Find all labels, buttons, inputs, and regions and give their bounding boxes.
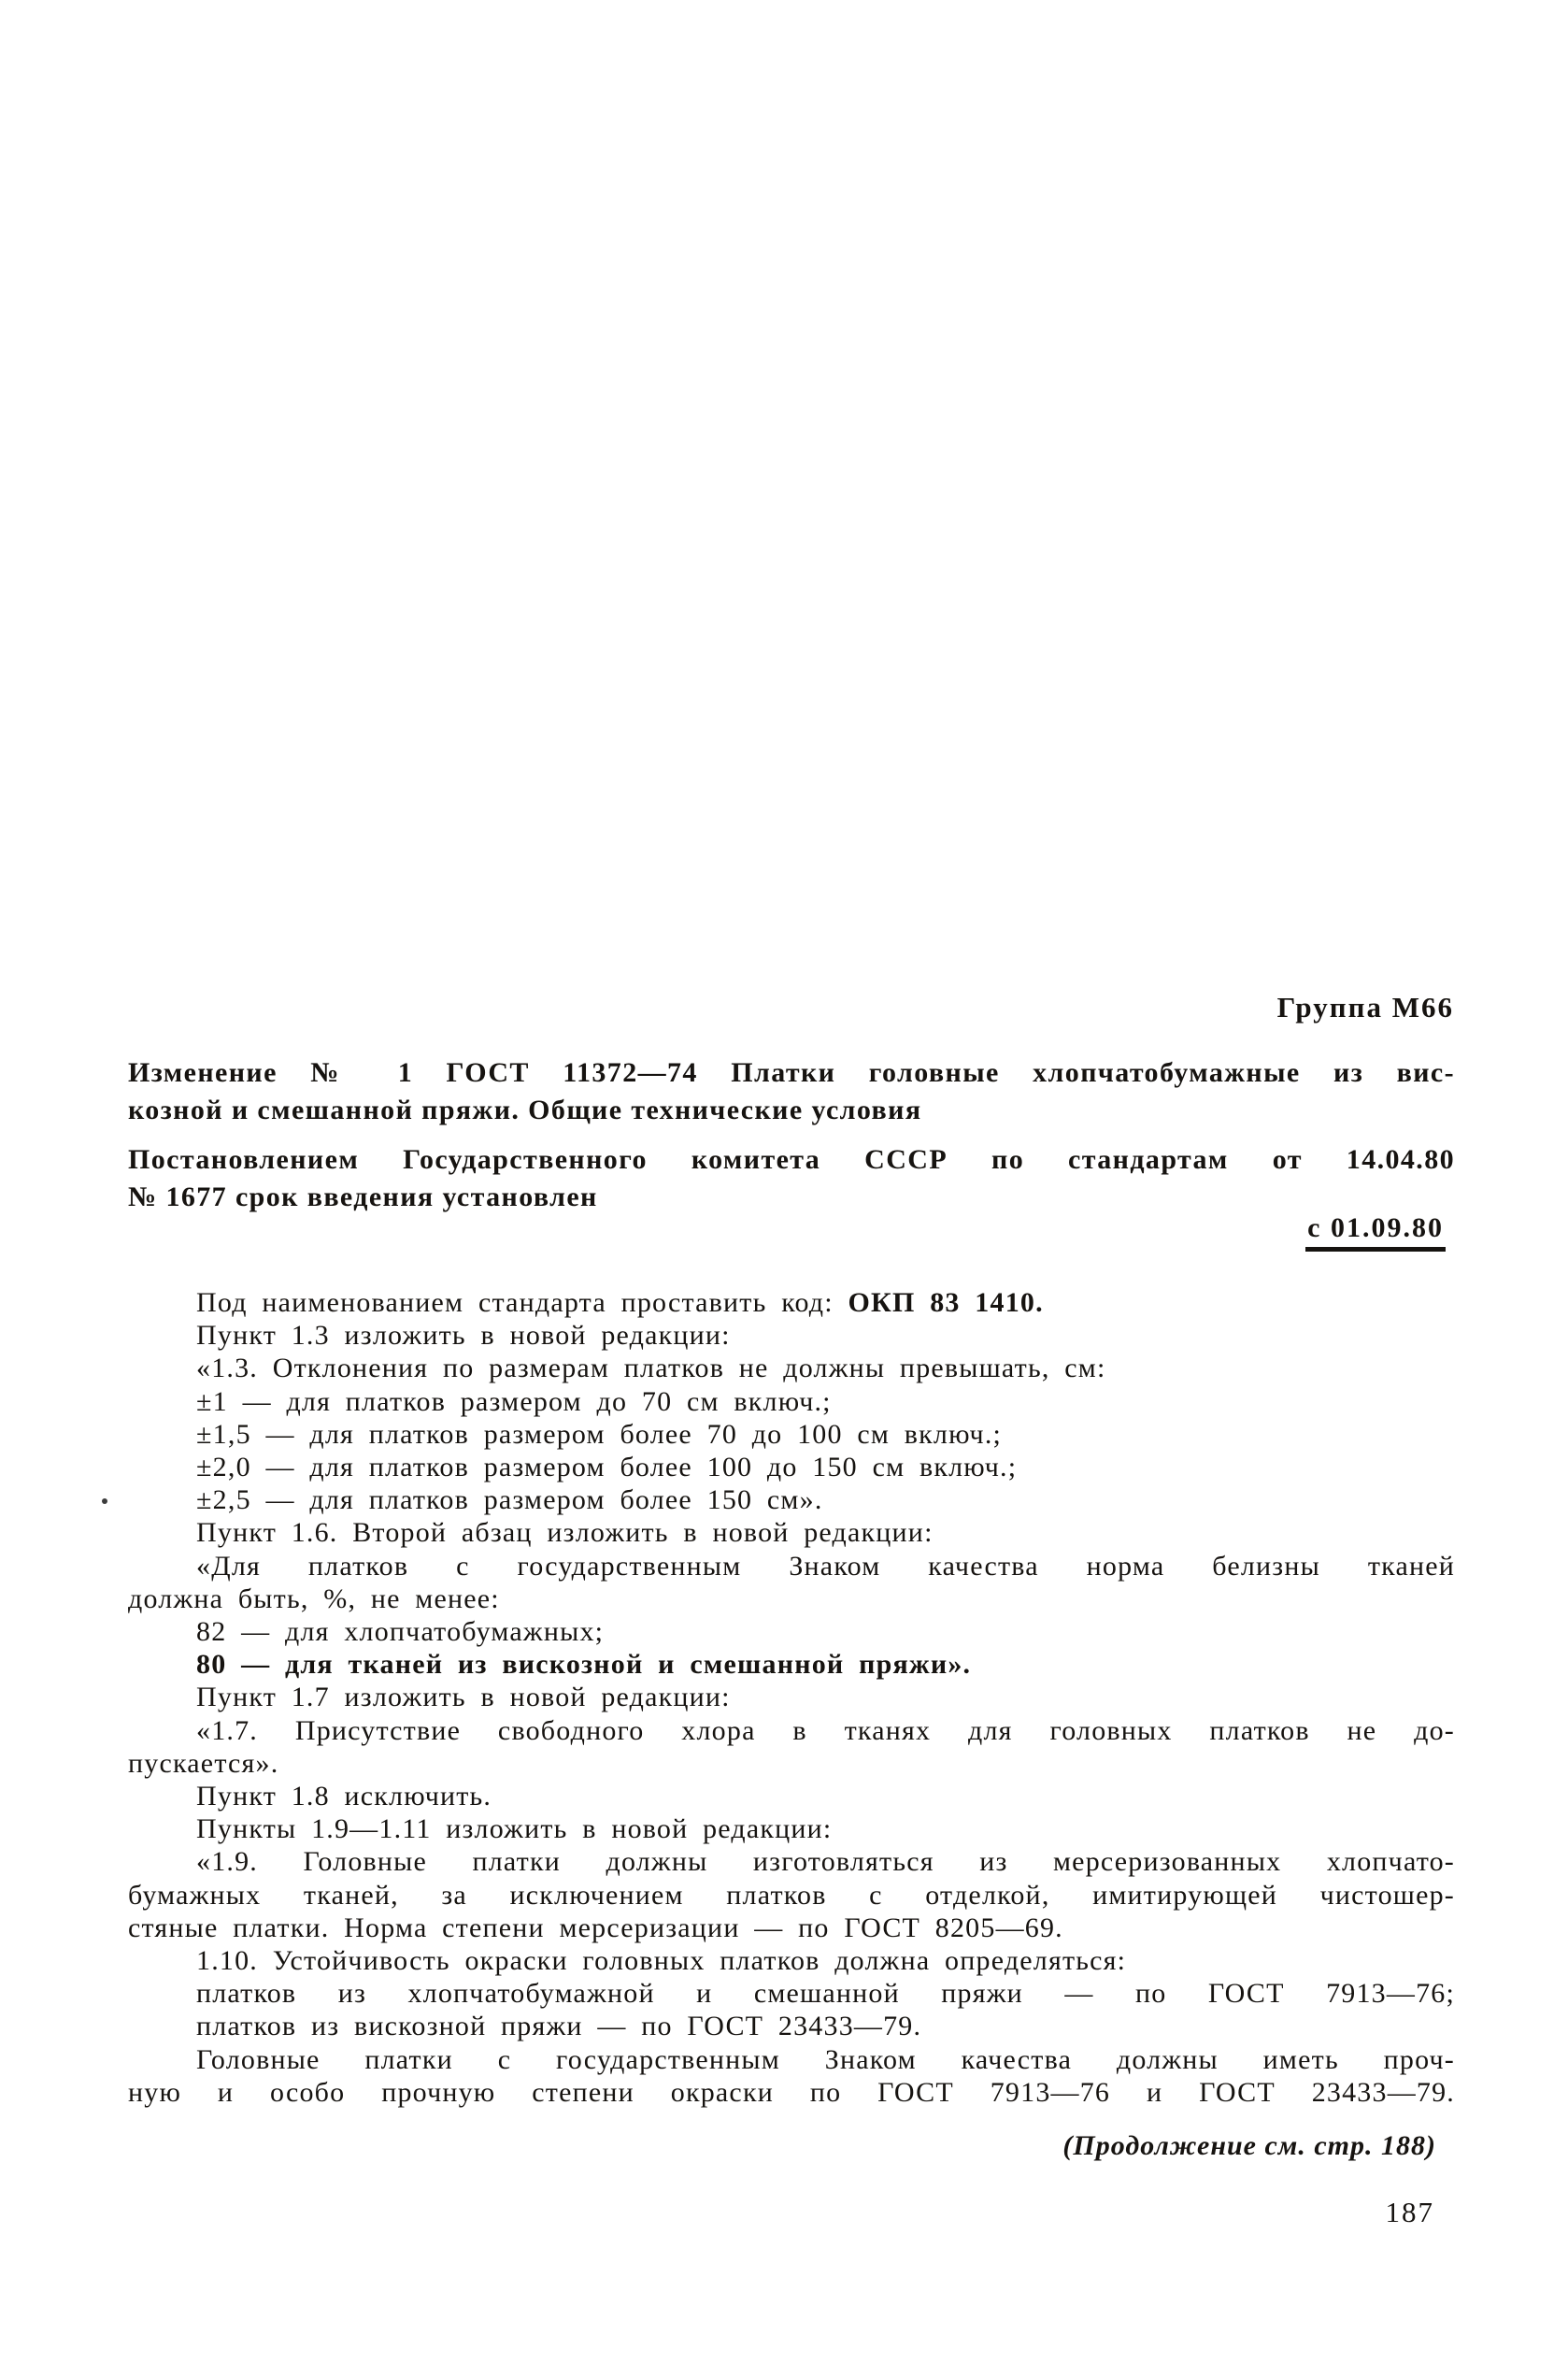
body-line: «1.7. Присутствие свободного хлора в тканях для головных платков не до- (196, 1714, 1455, 1746)
amendment-title-line2: козной и смешанной пряжи. Общие технические условия (128, 1095, 922, 1125)
body-line: 80 — для тканей из вискозной и смешанной пряжи». (196, 1649, 972, 1681)
amendment-body (128, 1286, 1455, 2109)
decree-statement (128, 1141, 1455, 1216)
amendment-title (128, 1054, 1455, 1129)
page-number: 187 (1385, 2196, 1434, 2228)
amendment-title-line1: Изменение № 1 ГОСТ 11372—74 Платки головные хлопчатобумажные из вис- (128, 1057, 1455, 1088)
body-line: «Для платков с государственным Знаком качества норма белизны тканей (196, 1550, 1455, 1582)
continuation-note: (Продолжение см. стр. 188) (1062, 2130, 1436, 2161)
body-line: «1.9. Головные платки должны изготовляться из мерсеризованных хлопчато- (196, 1846, 1455, 1878)
body-line: 1.10. Устойчивость окраски головных платков должна определяться: (196, 1945, 1127, 1977)
body-line: платков из вискозной пряжи — по ГОСТ 23433—79. (196, 2011, 922, 2042)
body-line-code (128, 1286, 1455, 1319)
body-line: 82 — для хлопчатобумажных; (196, 1616, 605, 1648)
body-line: ную и особо прочную степени окраски по ГОСТ 7913—76 и ГОСТ 23433—79. (128, 2076, 1455, 2108)
code-line-prefix: Под наименованием стандарта проставить код: (196, 1287, 848, 1318)
body-line: Пункт 1.7 изложить в новой редакции: (196, 1682, 731, 1713)
body-line: бумажных тканей, за исключением платков с отделкой, имитирующей чистошер- (128, 1879, 1455, 1911)
body-line: ±2,5 — для платков размером более 150 см». (196, 1484, 823, 1516)
body-line: стяные платки. Норма степени мерсеризации — по ГОСТ 8205—69. (128, 1912, 1063, 1943)
body-line: должна быть, %, не менее: (128, 1582, 500, 1614)
body-line: платков из хлопчатобумажной и смешанной пряжи — по ГОСТ 7913—76; (196, 1978, 1455, 2010)
body-line: ±2,0 — для платков размером более 100 до 150 см включ.; (196, 1452, 1018, 1483)
body-line: ±1 — для платков размером до 70 см включ.; (196, 1385, 832, 1417)
body-line: Пункт 1.8 исключить. (196, 1781, 492, 1812)
body-line: Пункты 1.9—1.11 изложить в новой редакции: (196, 1813, 833, 1845)
body-line: Пункт 1.3 изложить в новой редакции: (196, 1320, 731, 1352)
scan-artifact-dot (102, 1498, 107, 1504)
decree-line1: Постановлением Государственного комитета СССР по стандартам от 14.04.80 (128, 1144, 1455, 1175)
group-label: Группа М66 (1276, 991, 1454, 1024)
effective-date: с 01.09.80 (1305, 1212, 1446, 1252)
decree-line2: № 1677 срок введения установлен (128, 1182, 598, 1212)
body-line: ±1,5 — для платков размером более 70 до 100 см включ.; (196, 1418, 1003, 1450)
body-line: «1.3. Отклонения по размерам платков не должны превышать, см: (196, 1353, 1106, 1384)
body-line: пускается». (128, 1747, 279, 1779)
code-line-value: ОКП 83 1410. (848, 1287, 1044, 1318)
body-line: Головные платки с государственным Знаком качества должны иметь проч- (196, 2043, 1455, 2075)
body-line: Пункт 1.6. Второй абзац изложить в новой редакции: (196, 1517, 934, 1549)
